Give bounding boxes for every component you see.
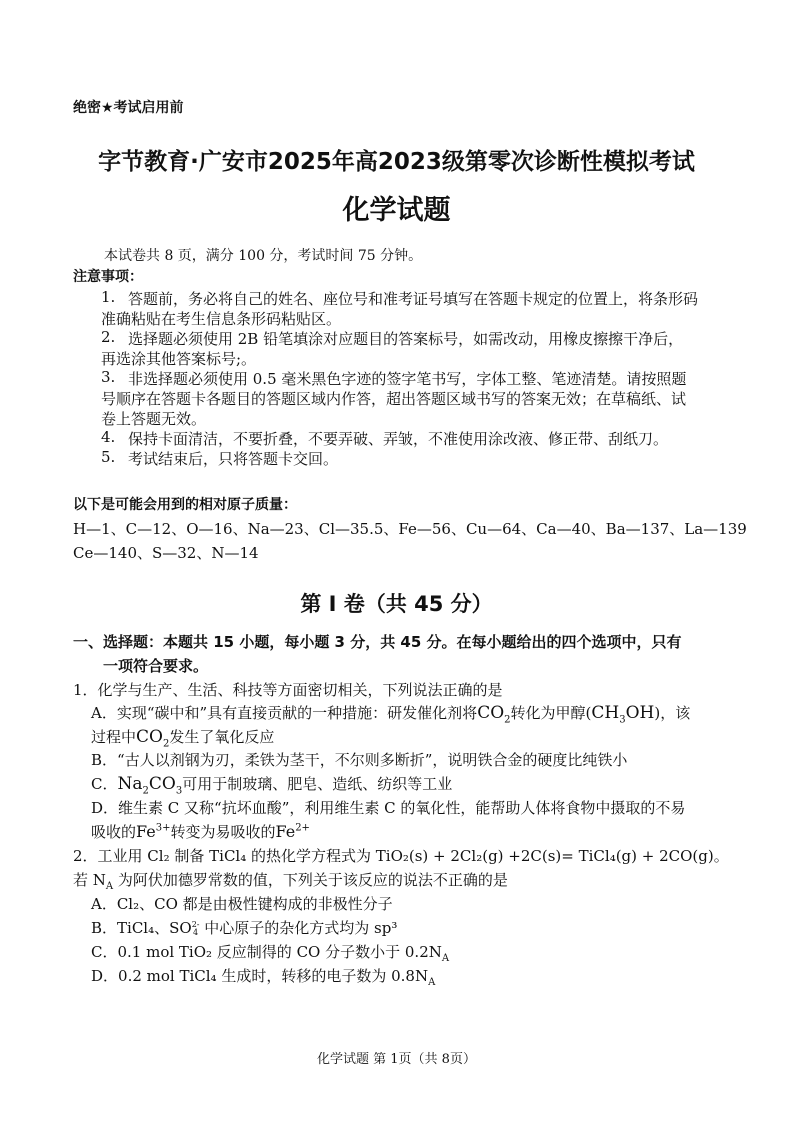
- notice-line: 答题前，务必将自己的姓名、座位号和准考证号填写在答题卡规定的位置上，将条形码: [128, 290, 699, 308]
- section-heading-cont: 一项符合要求。: [103, 657, 209, 675]
- q1-c-text: 可用于制玻璃、肥皂、造纸、纺织等工业: [182, 775, 453, 793]
- q1-option-a: [91, 702, 691, 726]
- q1-option-a-cont: [91, 726, 275, 750]
- notice-num: 4.: [101, 428, 116, 446]
- q1-a-text: 发生了氧化反应: [169, 728, 275, 746]
- section-heading: 一、选择题：本题共 15 小题，每小题 3 分，共 45 分。在每小题给出的四个选项中，只有: [73, 633, 682, 651]
- na2co3-formula: $Na_2CO_3$: [117, 774, 183, 797]
- fe3-ion: $Fe^{3+}$: [136, 822, 171, 841]
- q1-a-text: 过程中: [91, 728, 137, 746]
- q1-option-c: [91, 773, 453, 797]
- q1-d-text: 吸收的: [91, 823, 137, 841]
- notice-line: 号顺序在答题卡各题目的答题区域内作答，超出答题区域书写的答案无效；在草稿纸、试: [101, 390, 687, 408]
- q1-a-text: )，该: [654, 704, 691, 722]
- question-2-stem: 2．工业用 Cl₂ 制备 TiCl₄ 的热化学方程式为 TiO₂(s) + 2Cl₂(g) +2C(s)= TiCl₄(g) + 2CO(g)。: [73, 847, 729, 865]
- notice-num: 1.: [101, 288, 116, 306]
- subject-title: 化学试题: [342, 195, 451, 226]
- notice-line: 考试结束后，只将答题卡交回。: [128, 450, 339, 468]
- secret-label: 绝密★考试启用前: [73, 100, 184, 116]
- notice-title: 注意事项：: [73, 269, 143, 285]
- notice-num: 3.: [101, 368, 116, 386]
- atomic-line: H—1、C—12、O—16、Na—23、Cl—35.5、Fe—56、Cu—64、Ca—40、Ba—137、La—139: [73, 520, 747, 538]
- q1-a-text: 转化为甲醇(: [510, 704, 592, 722]
- q1-c-text: C．: [91, 775, 118, 793]
- q1-d-text: 转变为易吸收的: [170, 823, 276, 841]
- co2-formula: $CO_2$: [136, 727, 170, 750]
- notice-line: 选择题必须使用 2B 铅笔填涂对应题目的答案标号，如需改动，用橡皮擦擦干净后，: [128, 330, 684, 348]
- q2-option-d: D．0.2 mol TiCl₄ 生成时，转移的电子数为 $0.8N_A$: [91, 967, 436, 988]
- atomic-line: Ce—140、S—32、N—14: [73, 544, 259, 562]
- co2-formula: $CO_2$: [477, 703, 511, 726]
- notice-line: 非选择题必须使用 0.5 毫米黑色字迹的签字笔书写，字体工整、笔迹清楚。请按照题: [128, 370, 687, 388]
- sulfate-charge: 2- 4: [191, 920, 200, 937]
- exam-info: 本试卷共 8 页，满分 100 分，考试时间 75 分钟。: [104, 248, 423, 264]
- part-title: 第 I 卷（共 45 分）: [300, 592, 493, 616]
- notice-line: 再选涂其他答案标号;。: [101, 350, 257, 368]
- notice-num: 2.: [101, 328, 116, 346]
- question-2-stem-cont: 若 $N_A$ 为阿伏加德罗常数的值，下列关于该反应的说法不正确的是: [73, 871, 508, 892]
- q1-option-d-cont: [91, 821, 310, 842]
- page-footer: 化学试题 第 1页（共 8页）: [317, 1052, 476, 1067]
- notice-line: 卷上答题无效。: [101, 410, 207, 428]
- question-1-stem: 1．化学与生产、生活、科技等方面密切相关，下列说法正确的是: [73, 681, 503, 699]
- exam-title: 字节教育·广安市2025年高2023级第零次诊断性模拟考试: [98, 149, 695, 175]
- atomic-title: 以下是可能会用到的相对原子质量：: [73, 497, 297, 513]
- methanol-formula: $CH_3OH$: [591, 703, 655, 726]
- q2-option-a: A．Cl₂、CO 都是由极性键构成的非极性分子: [91, 895, 393, 913]
- fe2-ion: $Fe^{2+}$: [275, 822, 310, 841]
- q2-option-c: C．0.1 mol TiO₂ 反应制得的 CO 分子数小于 $0.2N_A$: [91, 943, 450, 964]
- q1-option-b: B．“古人以剂钢为刃，柔铁为茎干，不尔则多断折”，说明铁合金的硬度比纯铁小: [91, 751, 628, 769]
- q1-option-d: D．维生素 C 又称“抗坏血酸”，利用维生素 C 的氧化性，能帮助人体将食物中摄取的不易: [91, 799, 686, 817]
- notice-line: 保持卡面清洁，不要折叠，不要弄破、弄皱，不准使用涂改液、修正带、刮纸刀。: [128, 430, 669, 448]
- notice-num: 5.: [101, 448, 116, 466]
- notice-line: 准确粘贴在考生信息条形码粘贴区。: [101, 310, 342, 328]
- q1-a-text: A．实现“碳中和”具有直接贡献的一种措施：研发催化剂将: [91, 704, 478, 722]
- q2-option-b: B．TiCl₄、SO2- 4 中心原子的杂化方式均为 sp³: [91, 919, 398, 937]
